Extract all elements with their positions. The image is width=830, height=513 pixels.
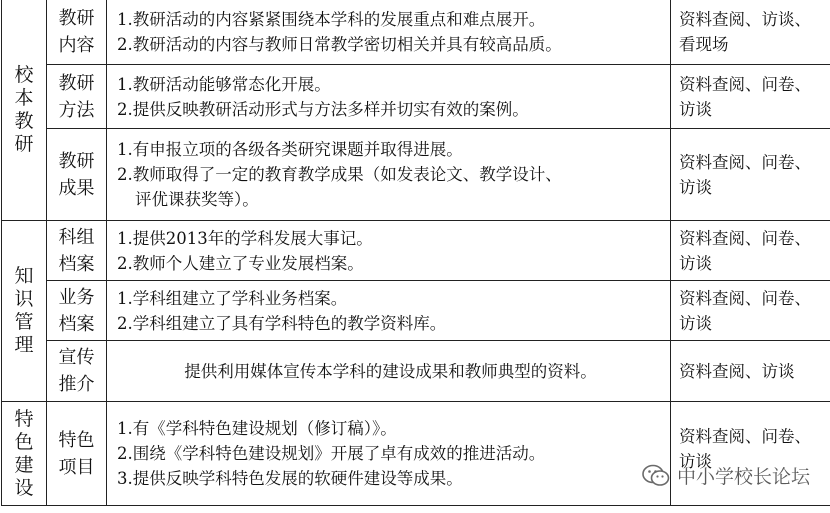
sub-item-cell — [47, 129, 107, 221]
content-line: 1.有《学科特色建设规划（修订稿）》。 — [117, 419, 397, 438]
sub-item-label: 科组档案 — [58, 226, 95, 275]
table-row — [2, 341, 830, 402]
content-cell — [107, 402, 671, 506]
category-label: 校本教研 — [14, 63, 34, 155]
table-row — [2, 65, 830, 129]
table-row — [2, 281, 830, 341]
method-line: 资料查阅、问卷、 — [679, 427, 811, 446]
category-cell — [2, 221, 47, 402]
watermark-text: 中小学校长论坛 — [676, 466, 810, 488]
sub-item-label: 宣传推介 — [58, 347, 95, 395]
sub-item-cell — [47, 0, 107, 65]
content-line: 2.教师取得了一定的教育教学成果（如发表论文、教学设计、 — [117, 165, 562, 184]
method-line: 资料查阅、问卷、 — [679, 288, 811, 308]
content-cell — [107, 129, 671, 221]
method-line: 资料查阅、问卷、 — [679, 74, 811, 94]
content-line: 1.教研活动能够常态化开展。 — [117, 74, 331, 94]
method-line: 资料查阅、问卷、 — [679, 228, 811, 248]
method-cell — [671, 402, 830, 506]
category-label: 知识管理 — [14, 265, 34, 356]
content-line: 1.提供2013年的学科发展大事记。 — [117, 228, 373, 248]
category-cell — [2, 402, 47, 506]
sub-item-cell — [47, 65, 107, 129]
content-line: 3.提供反映学科特色发展的软硬件建设等成果。 — [117, 469, 463, 488]
sub-item-cell — [47, 221, 107, 281]
method-line: 访谈 — [679, 177, 712, 197]
method-cell — [671, 341, 830, 402]
content-line: 2.围绕《学科特色建设规划》开展了卓有成效的推进活动。 — [117, 444, 546, 463]
content-line: 提供利用媒体宣传本学科的建设成果和教师典型的资料。 — [184, 361, 597, 381]
method-line: 资料查阅、访谈、 — [679, 9, 811, 29]
table-row — [2, 402, 830, 506]
sub-item-cell — [47, 341, 107, 402]
content-line: 1.有申报立项的各级各类研究课题并取得进展。 — [117, 140, 463, 159]
method-cell — [671, 221, 830, 281]
method-line: 访谈 — [679, 313, 712, 333]
sub-item-label: 教研方法 — [58, 72, 95, 121]
content-cell — [107, 0, 671, 65]
table-row — [2, 0, 830, 65]
content-line: 2.学科组建立了具有学科特色的教学资料库。 — [117, 313, 447, 333]
content-cell — [107, 281, 671, 341]
method-line: 访谈 — [679, 253, 712, 273]
method-line: 访谈 — [679, 99, 712, 119]
method-line: 看现场 — [679, 34, 729, 54]
sub-item-cell — [47, 402, 107, 506]
content-cell — [107, 65, 671, 129]
sub-item-label: 业务档案 — [58, 286, 95, 335]
sub-item-label: 特色项目 — [58, 429, 95, 478]
content-line: 2.教研活动的内容与教师日常教学密切相关并具有较高品质。 — [117, 34, 562, 54]
watermark — [641, 462, 810, 489]
wechat-icon — [641, 463, 671, 489]
content-line: 评优课获奖等）。 — [135, 190, 259, 209]
content-line: 2.提供反映教研活动形式与方法多样并切实有效的案例。 — [117, 99, 529, 119]
content-cell — [107, 221, 671, 281]
content-line: 1.学科组建立了学科业务档案。 — [117, 288, 348, 308]
method-line: 资料查阅、访谈 — [679, 361, 795, 381]
content-cell — [107, 341, 671, 402]
table-row — [2, 221, 830, 281]
method-cell — [671, 0, 830, 65]
method-line: 资料查阅、问卷、 — [679, 152, 811, 172]
category-label: 特色建设 — [14, 407, 34, 499]
evaluation-table — [1, 0, 830, 506]
method-cell — [671, 129, 830, 221]
method-cell — [671, 281, 830, 341]
category-cell — [2, 0, 47, 221]
sub-item-label: 教研成果 — [58, 150, 95, 199]
sub-item-cell — [47, 281, 107, 341]
method-cell — [671, 65, 830, 129]
content-line: 2.教师个人建立了专业发展档案。 — [117, 253, 364, 273]
content-line: 1.教研活动的内容紧紧围绕本学科的发展重点和难点展开。 — [117, 9, 546, 29]
sub-item-label: 教研内容 — [58, 7, 95, 56]
method-line: 访谈 — [679, 452, 712, 471]
table-row — [2, 129, 830, 221]
